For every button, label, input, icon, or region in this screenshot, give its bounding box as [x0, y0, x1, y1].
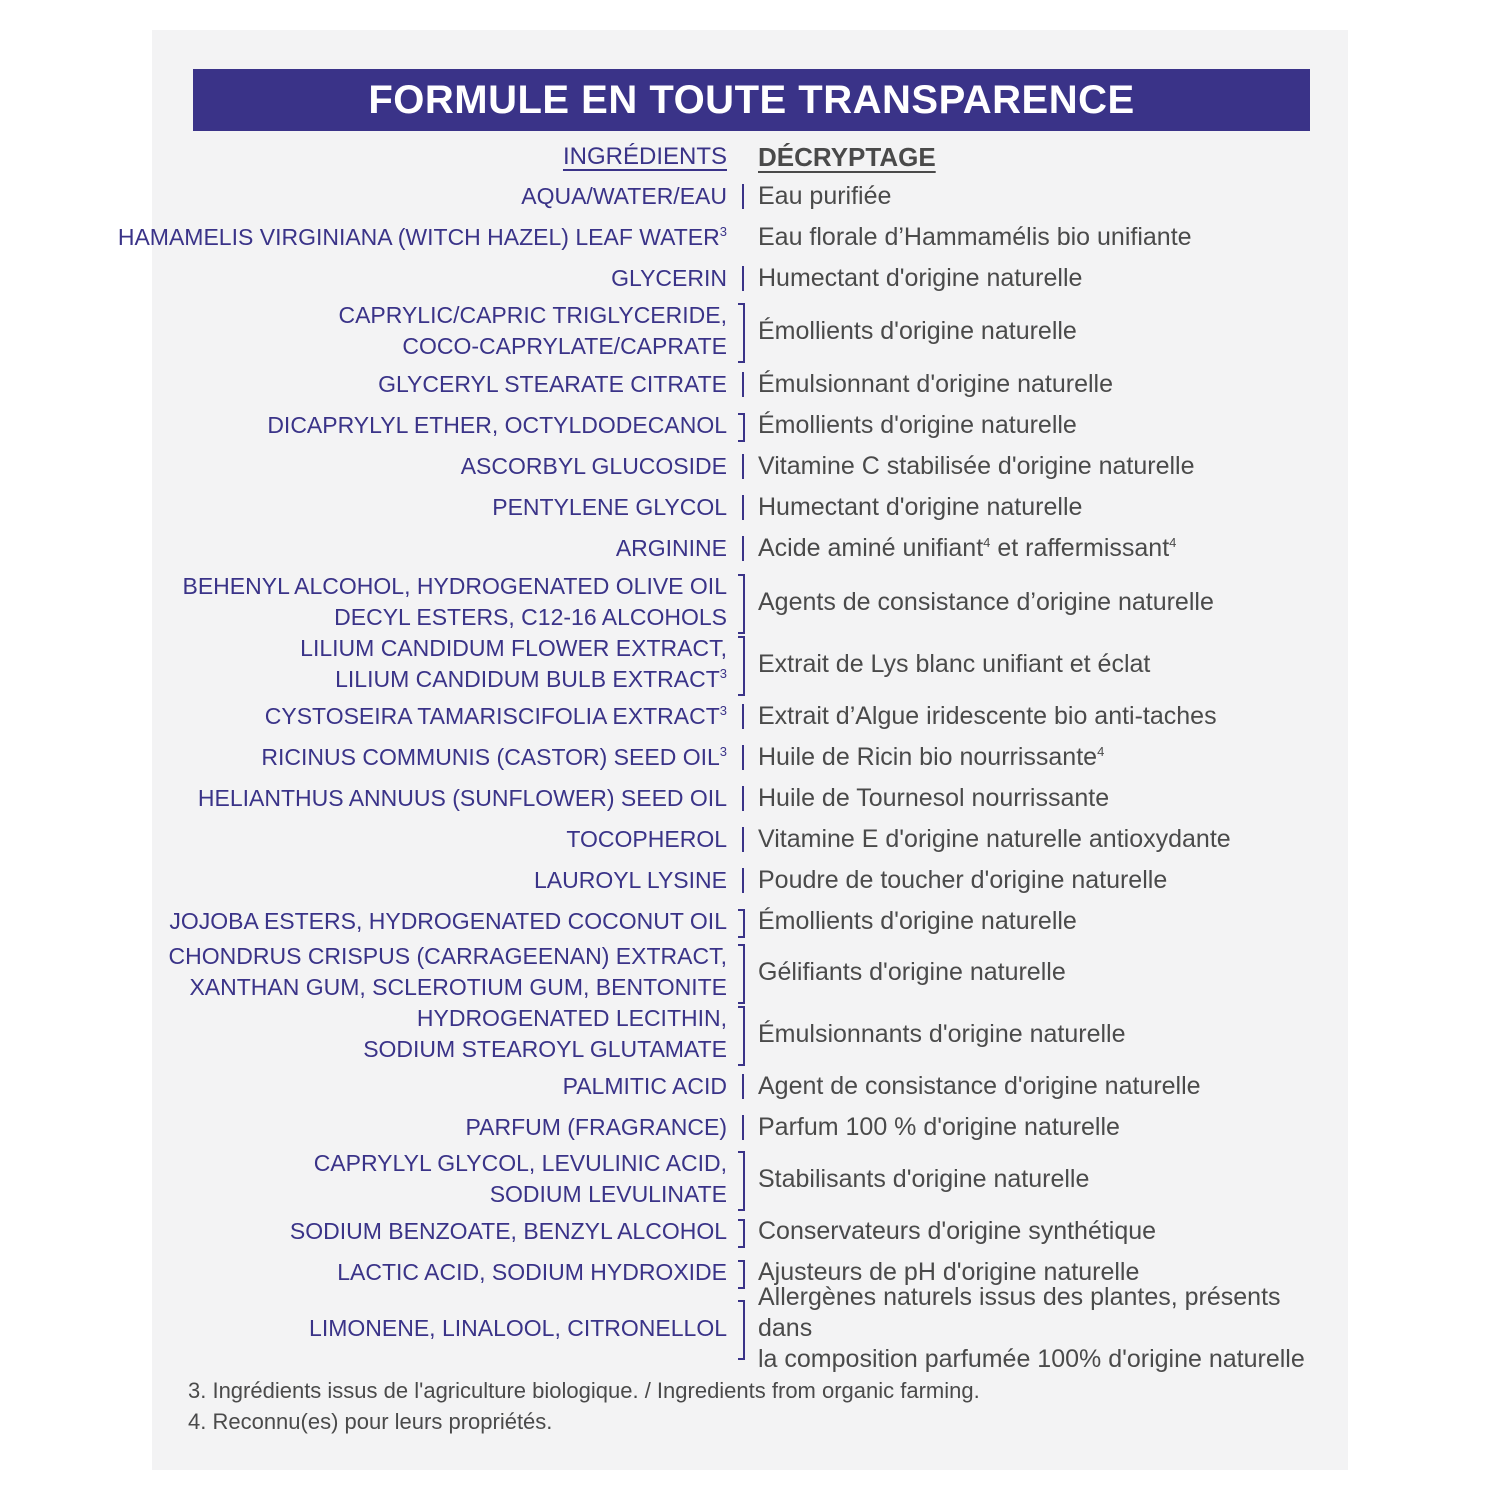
- ingredient-description: [758, 824, 1328, 855]
- ingredient-description: [758, 369, 1328, 400]
- ingredients-header: INGRÉDIENTS: [562, 143, 727, 170]
- description-line: Agent de consistance d'origine naturelle: [758, 1072, 1201, 1100]
- description-line: Gélifiants d'origine naturelle: [758, 957, 1066, 986]
- bar-separator: [742, 536, 748, 561]
- table-row: [0, 300, 1500, 362]
- ingredient-line: HYDROGENATED LECITHIN,: [416, 1005, 727, 1031]
- ingredient-description: [758, 941, 1328, 1003]
- ingredient-line: JOJOBA ESTERS, HYDROGENATED COCONUT OIL: [169, 908, 727, 934]
- description-line: Émollients d'origine naturelle: [758, 907, 1077, 935]
- description-line: Humectant d'origine naturelle: [758, 493, 1083, 521]
- ingredient-name: [167, 451, 727, 482]
- ingredient-description: [758, 1148, 1328, 1210]
- bracket-separator: [738, 413, 745, 442]
- ingredient-name: [167, 300, 727, 362]
- bar-separator: [742, 495, 748, 520]
- bar-separator: [742, 184, 748, 209]
- description-line: Stabilisants d'origine naturelle: [758, 1164, 1090, 1193]
- bar-separator: [742, 372, 748, 397]
- bar-separator: [742, 704, 748, 729]
- ingredient-description: [758, 181, 1328, 212]
- description-line: Agents de consistance d’origine naturelle: [758, 587, 1214, 616]
- ingredient-name: [167, 1003, 727, 1065]
- ingredient-name: [167, 410, 727, 441]
- ingredient-description: [758, 742, 1328, 773]
- ingredient-line: COCO-CAPRYLATE/CAPRATE: [402, 333, 727, 359]
- description-line: Acide aminé unifiant$^4$ et raffermissant$^4$: [758, 534, 1177, 562]
- ingredient-description: [758, 222, 1328, 253]
- bar-separator: [742, 266, 748, 291]
- table-row: [0, 571, 1500, 633]
- ingredient-name: [167, 865, 727, 896]
- ingredient-line: DECYL ESTERS, C12-16 ALCOHOLS: [334, 604, 727, 630]
- ingredient-name: [167, 742, 727, 773]
- bar-separator: [742, 454, 748, 479]
- bar-separator: [742, 868, 748, 893]
- ingredient-name: [167, 1297, 727, 1359]
- description-line: Émulsionnants d'origine naturelle: [758, 1019, 1126, 1048]
- ingredient-description: [758, 300, 1328, 362]
- bar-separator: [742, 827, 748, 852]
- bracket-separator: [738, 303, 745, 363]
- table-row: [0, 369, 1500, 400]
- table-row: [0, 1112, 1500, 1143]
- ingredient-description: [758, 701, 1328, 732]
- description-line: Eau florale d’Hammamélis bio unifiante: [758, 223, 1192, 251]
- table-row: [0, 1216, 1500, 1247]
- ingredient-line: RICINUS COMMUNIS (CASTOR) SEED OIL$^3$: [261, 744, 727, 770]
- ingredient-description: [758, 533, 1328, 564]
- description-line: Émulsionnant d'origine naturelle: [758, 370, 1113, 398]
- ingredient-description: [758, 633, 1328, 695]
- ingredient-line: ASCORBYL GLUCOSIDE: [460, 453, 727, 479]
- bar-separator: [742, 745, 748, 770]
- table-row: [0, 742, 1500, 773]
- table-row: [0, 222, 1500, 253]
- ingredient-line: PENTYLENE GLYCOL: [492, 494, 727, 520]
- ingredient-description: [758, 410, 1328, 441]
- description-line: Parfum 100 % d'origine naturelle: [758, 1113, 1120, 1141]
- ingredient-line: HAMAMELIS VIRGINIANA (WITCH HAZEL) LEAF WATER$^3$: [117, 224, 727, 250]
- ingredient-description: [758, 571, 1328, 633]
- ingredient-name: [167, 1071, 727, 1102]
- table-row: [0, 451, 1500, 482]
- table-row: [0, 492, 1500, 523]
- table-row: [0, 1282, 1500, 1373]
- table-row: [0, 1148, 1500, 1210]
- ingredient-name: [167, 263, 727, 294]
- ingredient-description: [758, 783, 1328, 814]
- description-line: Poudre de toucher d'origine naturelle: [758, 866, 1168, 894]
- bracket-separator: [738, 944, 745, 1004]
- table-row: [0, 1003, 1500, 1065]
- footnote-4: 4. Reconnu(es) pour leurs propriétés.: [188, 1409, 553, 1434]
- ingredient-line: LACTIC ACID, SODIUM HYDROXIDE: [337, 1259, 727, 1285]
- page-title: FORMULE EN TOUTE TRANSPARENCE: [368, 77, 1135, 122]
- ingredient-name: [167, 181, 727, 212]
- ingredient-description: [758, 263, 1328, 294]
- description-line: Ajusteurs de pH d'origine naturelle: [758, 1258, 1140, 1286]
- ingredient-line: SODIUM LEVULINATE: [489, 1181, 727, 1207]
- description-line: Allergènes naturels issus des plantes, présents dans: [758, 1282, 1281, 1342]
- description-line: Huile de Ricin bio nourrissante$^4$: [758, 743, 1105, 771]
- bar-separator: [742, 1074, 748, 1099]
- ingredient-name: [167, 492, 727, 523]
- ingredient-line: LILIUM CANDIDUM FLOWER EXTRACT,: [300, 635, 727, 661]
- bracket-separator: [738, 1300, 745, 1360]
- ingredient-name: [167, 1257, 727, 1288]
- ingredient-description: [758, 492, 1328, 523]
- description-line: Huile de Tournesol nourrissante: [758, 784, 1110, 812]
- table-row: [0, 941, 1500, 1003]
- bar-separator: [742, 1115, 748, 1140]
- ingredient-description: [758, 1112, 1328, 1143]
- ingredient-description: [758, 1282, 1328, 1373]
- bracket-separator: [738, 1151, 745, 1211]
- description-line: Extrait de Lys blanc unifiant et éclat: [758, 649, 1151, 678]
- description-line: Émollients d'origine naturelle: [758, 411, 1077, 439]
- ingredient-line: GLYCERIN: [611, 265, 727, 291]
- ingredient-name: [167, 1112, 727, 1143]
- ingredient-line: SODIUM STEAROYL GLUTAMATE: [363, 1036, 727, 1062]
- ingredient-line: XANTHAN GUM, SCLEROTIUM GUM, BENTONITE: [189, 974, 727, 1000]
- description-line: Émollients d'origine naturelle: [758, 316, 1077, 345]
- ingredient-name: [167, 369, 727, 400]
- ingredient-line: PARFUM (FRAGRANCE): [465, 1114, 727, 1140]
- ingredient-line: LIMONENE, LINALOOL, CITRONELLOL: [309, 1314, 727, 1341]
- description-line: la composition parfumée 100% d'origine naturelle: [758, 1344, 1305, 1373]
- ingredient-name: [167, 906, 727, 937]
- ingredient-description: [758, 1071, 1328, 1102]
- decryptage-header: DÉCRYPTAGE: [758, 142, 936, 172]
- ingredient-name: [167, 941, 727, 1003]
- description-line: Conservateurs d'origine synthétique: [758, 1217, 1157, 1245]
- table-row: [0, 181, 1500, 212]
- ingredient-line: ARGININE: [615, 535, 727, 561]
- ingredient-name: [117, 222, 727, 253]
- bracket-separator: [738, 1260, 745, 1289]
- ingredient-line: BEHENYL ALCOHOL, HYDROGENATED OLIVE OIL: [182, 573, 727, 599]
- ingredient-name: [167, 701, 727, 732]
- ingredient-description: [758, 1003, 1328, 1065]
- ingredient-name: [167, 1216, 727, 1247]
- ingredient-line: GLYCERYL STEARATE CITRATE: [378, 371, 727, 397]
- ingredient-line: DICAPRYLYL ETHER, OCTYLDODECANOL: [267, 412, 727, 438]
- description-line: Vitamine E d'origine naturelle antioxydante: [758, 825, 1231, 853]
- ingredient-name: [167, 633, 727, 695]
- ingredient-name: [167, 824, 727, 855]
- description-line: Extrait d’Algue iridescente bio anti-taches: [758, 702, 1217, 730]
- ingredient-description: [758, 906, 1328, 937]
- footnote-3: 3. Ingrédients issus de l'agriculture biologique. / Ingredients from organic farming.: [188, 1378, 980, 1403]
- table-row: [0, 865, 1500, 896]
- ingredient-line: CAPRYLYL GLYCOL, LEVULINIC ACID,: [313, 1150, 727, 1176]
- ingredient-line: TOCOPHEROL: [566, 826, 727, 852]
- table-row: [0, 1071, 1500, 1102]
- table-row: [0, 410, 1500, 441]
- ingredient-description: [758, 865, 1328, 896]
- bracket-separator: [738, 1006, 745, 1066]
- ingredient-name: [167, 533, 727, 564]
- footnotes: [188, 1375, 980, 1437]
- description-line: Vitamine C stabilisée d'origine naturelle: [758, 452, 1195, 480]
- ingredient-line: PALMITIC ACID: [562, 1073, 727, 1099]
- table-row: [0, 533, 1500, 564]
- bracket-separator: [738, 909, 745, 938]
- ingredient-description: [758, 1216, 1328, 1247]
- ingredient-line: SODIUM BENZOATE, BENZYL ALCOHOL: [289, 1218, 727, 1244]
- ingredient-name: [167, 571, 727, 633]
- ingredient-description: [758, 451, 1328, 482]
- description-line: Humectant d'origine naturelle: [758, 264, 1083, 292]
- ingredient-name: [167, 1148, 727, 1210]
- ingredient-line: CHONDRUS CRISPUS (CARRAGEENAN) EXTRACT,: [168, 943, 727, 969]
- bracket-separator: [738, 574, 745, 634]
- table-row: [0, 263, 1500, 294]
- bar-separator: [742, 786, 748, 811]
- bracket-separator: [738, 1219, 745, 1248]
- title-banner: [193, 69, 1310, 131]
- table-row: [0, 701, 1500, 732]
- table-row: [0, 906, 1500, 937]
- bracket-separator: [738, 636, 745, 696]
- ingredient-line: CYSTOSEIRA TAMARISCIFOLIA EXTRACT$^3$: [264, 703, 727, 729]
- ingredient-line: LILIUM CANDIDUM BULB EXTRACT$^3$: [335, 666, 727, 692]
- ingredient-line: AQUA/WATER/EAU: [521, 183, 727, 209]
- ingredient-name: [167, 783, 727, 814]
- table-row: [0, 783, 1500, 814]
- ingredient-line: LAUROYL LYSINE: [533, 867, 727, 893]
- ingredient-line: HELIANTHUS ANNUUS (SUNFLOWER) SEED OIL: [197, 785, 727, 811]
- table-row: [0, 824, 1500, 855]
- ingredient-line: CAPRYLIC/CAPRIC TRIGLYCERIDE,: [338, 302, 727, 328]
- table-row: [0, 633, 1500, 695]
- description-line: Eau purifiée: [758, 182, 892, 210]
